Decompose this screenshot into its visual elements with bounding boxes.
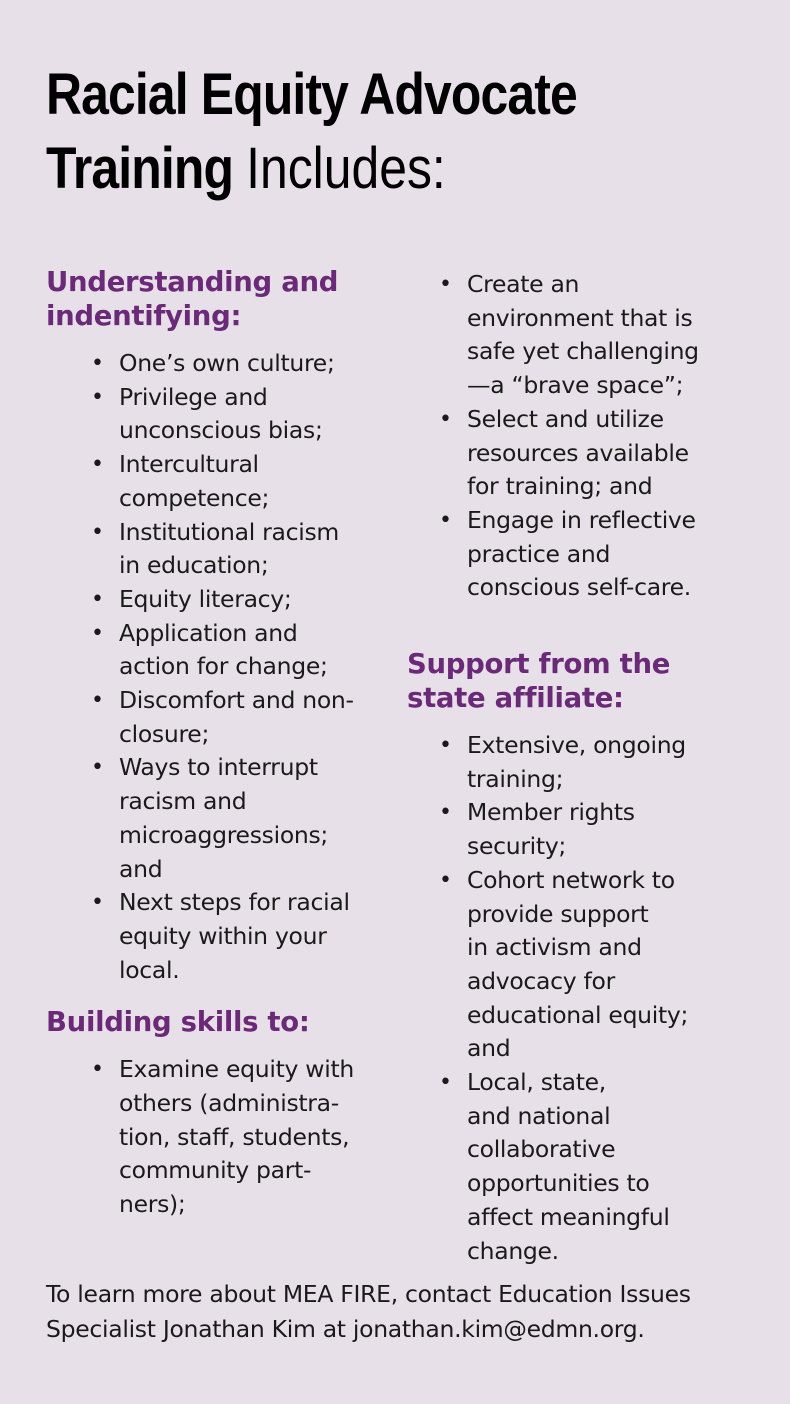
- list-item-line: and: [119, 854, 163, 883]
- list-item-line: Engage in reflective: [467, 505, 696, 534]
- list-item-line: Institutional racism: [119, 517, 339, 546]
- list-item-line: in education;: [119, 551, 269, 580]
- building-heading: Building skills to:: [46, 1006, 310, 1039]
- list-item: [119, 617, 366, 684]
- title-line-1: Racial Equity Advocate: [46, 62, 577, 127]
- list-item-line: Cohort network to: [467, 865, 675, 894]
- list-item: [467, 268, 727, 403]
- list-item-line: Create an: [467, 270, 580, 298]
- support-heading-line-2: state affiliate:: [407, 682, 624, 715]
- list-item-line: Ways to interrupt: [119, 753, 318, 782]
- list-item-line: equity within your: [119, 921, 327, 950]
- footer-line-2: Specialist Jonathan Kim at jonathan.kim@edmn.org.: [46, 1315, 645, 1343]
- list-item-line: microaggressions;: [119, 820, 329, 849]
- understanding-heading-line-1: Understanding and: [46, 266, 339, 298]
- list-item-line: practice and: [467, 539, 611, 568]
- list-item-line: in activism and: [467, 933, 642, 962]
- support-heading: [407, 647, 727, 715]
- list-item: [467, 729, 727, 796]
- list-item-line: —a “brave space”;: [467, 371, 684, 400]
- list-item-line: Local, state,: [467, 1068, 606, 1097]
- list-item: [119, 751, 366, 886]
- list-item: [119, 448, 366, 515]
- understanding-list: [46, 347, 366, 987]
- list-item-line: racism and: [119, 787, 247, 816]
- list-item: [119, 1053, 366, 1222]
- list-item-line: provide support: [467, 899, 649, 928]
- right-column: [407, 265, 727, 1268]
- list-item-line: local.: [119, 955, 180, 984]
- building-continued-list: [407, 268, 727, 605]
- list-item-line: educational equity;: [467, 1000, 689, 1029]
- list-item-line: Extensive, ongoing: [467, 731, 686, 760]
- list-item-line: Member rights: [467, 798, 635, 827]
- list-item-line: Equity literacy;: [119, 584, 292, 613]
- list-item: [119, 886, 366, 987]
- list-item-line: ners);: [119, 1190, 186, 1219]
- list-item-line: unconscious bias;: [119, 416, 323, 445]
- list-item-line: opportunities to: [467, 1169, 650, 1198]
- understanding-heading: [46, 265, 366, 333]
- list-item-line: Application and: [119, 618, 298, 647]
- list-item-line: One’s own culture;: [119, 349, 335, 377]
- list-item-line: Intercultural: [119, 450, 259, 479]
- list-item: [119, 347, 366, 381]
- list-item-line: Discomfort and non-: [119, 686, 354, 715]
- contact-footer: [46, 1277, 746, 1347]
- list-item-line: collaborative: [467, 1135, 616, 1164]
- list-item-line: and: [467, 1034, 511, 1063]
- title-line-2-bold: Training: [46, 136, 234, 201]
- list-item-line: and national: [467, 1101, 611, 1130]
- list-item-line: conscious self-care.: [467, 573, 691, 602]
- support-heading-line-1: Support from the: [407, 648, 671, 681]
- footer-line-1: To learn more about MEA FIRE, contact Education Issues: [46, 1280, 691, 1308]
- list-item-line: competence;: [119, 483, 270, 512]
- list-item-line: Privilege and: [119, 382, 268, 411]
- list-item-line: change.: [467, 1236, 559, 1265]
- list-item-line: closure;: [119, 719, 210, 748]
- list-item-line: training;: [467, 764, 564, 793]
- list-item-line: action for change;: [119, 652, 328, 681]
- list-item-line: affect meaningful: [467, 1202, 670, 1231]
- support-list: [407, 729, 727, 1268]
- list-item-line: others (administra-: [119, 1089, 339, 1118]
- list-item: [119, 583, 366, 617]
- left-column: [46, 265, 366, 1222]
- building-list: [46, 1053, 366, 1222]
- list-item: [467, 1066, 727, 1268]
- understanding-heading-line-2: indentifying:: [46, 300, 242, 332]
- list-item: [467, 864, 727, 1066]
- list-item-line: for training; and: [467, 472, 653, 501]
- list-item-line: Select and utilize: [467, 404, 664, 433]
- list-item-line: security;: [467, 832, 567, 861]
- list-item: [119, 381, 366, 448]
- list-item-line: safe yet challenging: [467, 337, 699, 366]
- list-item-line: Examine equity with: [119, 1055, 354, 1084]
- list-item: [119, 516, 366, 583]
- title-line-2-light: Includes:: [246, 136, 446, 201]
- list-item: [119, 684, 366, 751]
- list-item: [467, 504, 727, 605]
- page-title: [46, 58, 577, 206]
- list-item-line: tion, staff, students,: [119, 1122, 350, 1151]
- list-item-line: Next steps for racial: [119, 888, 350, 917]
- list-item: [467, 403, 727, 504]
- list-item-line: community part-: [119, 1156, 312, 1185]
- list-item-line: resources available: [467, 438, 689, 467]
- list-item: [467, 796, 727, 863]
- list-item-line: advocacy for: [467, 966, 615, 995]
- list-item-line: environment that is: [467, 303, 693, 332]
